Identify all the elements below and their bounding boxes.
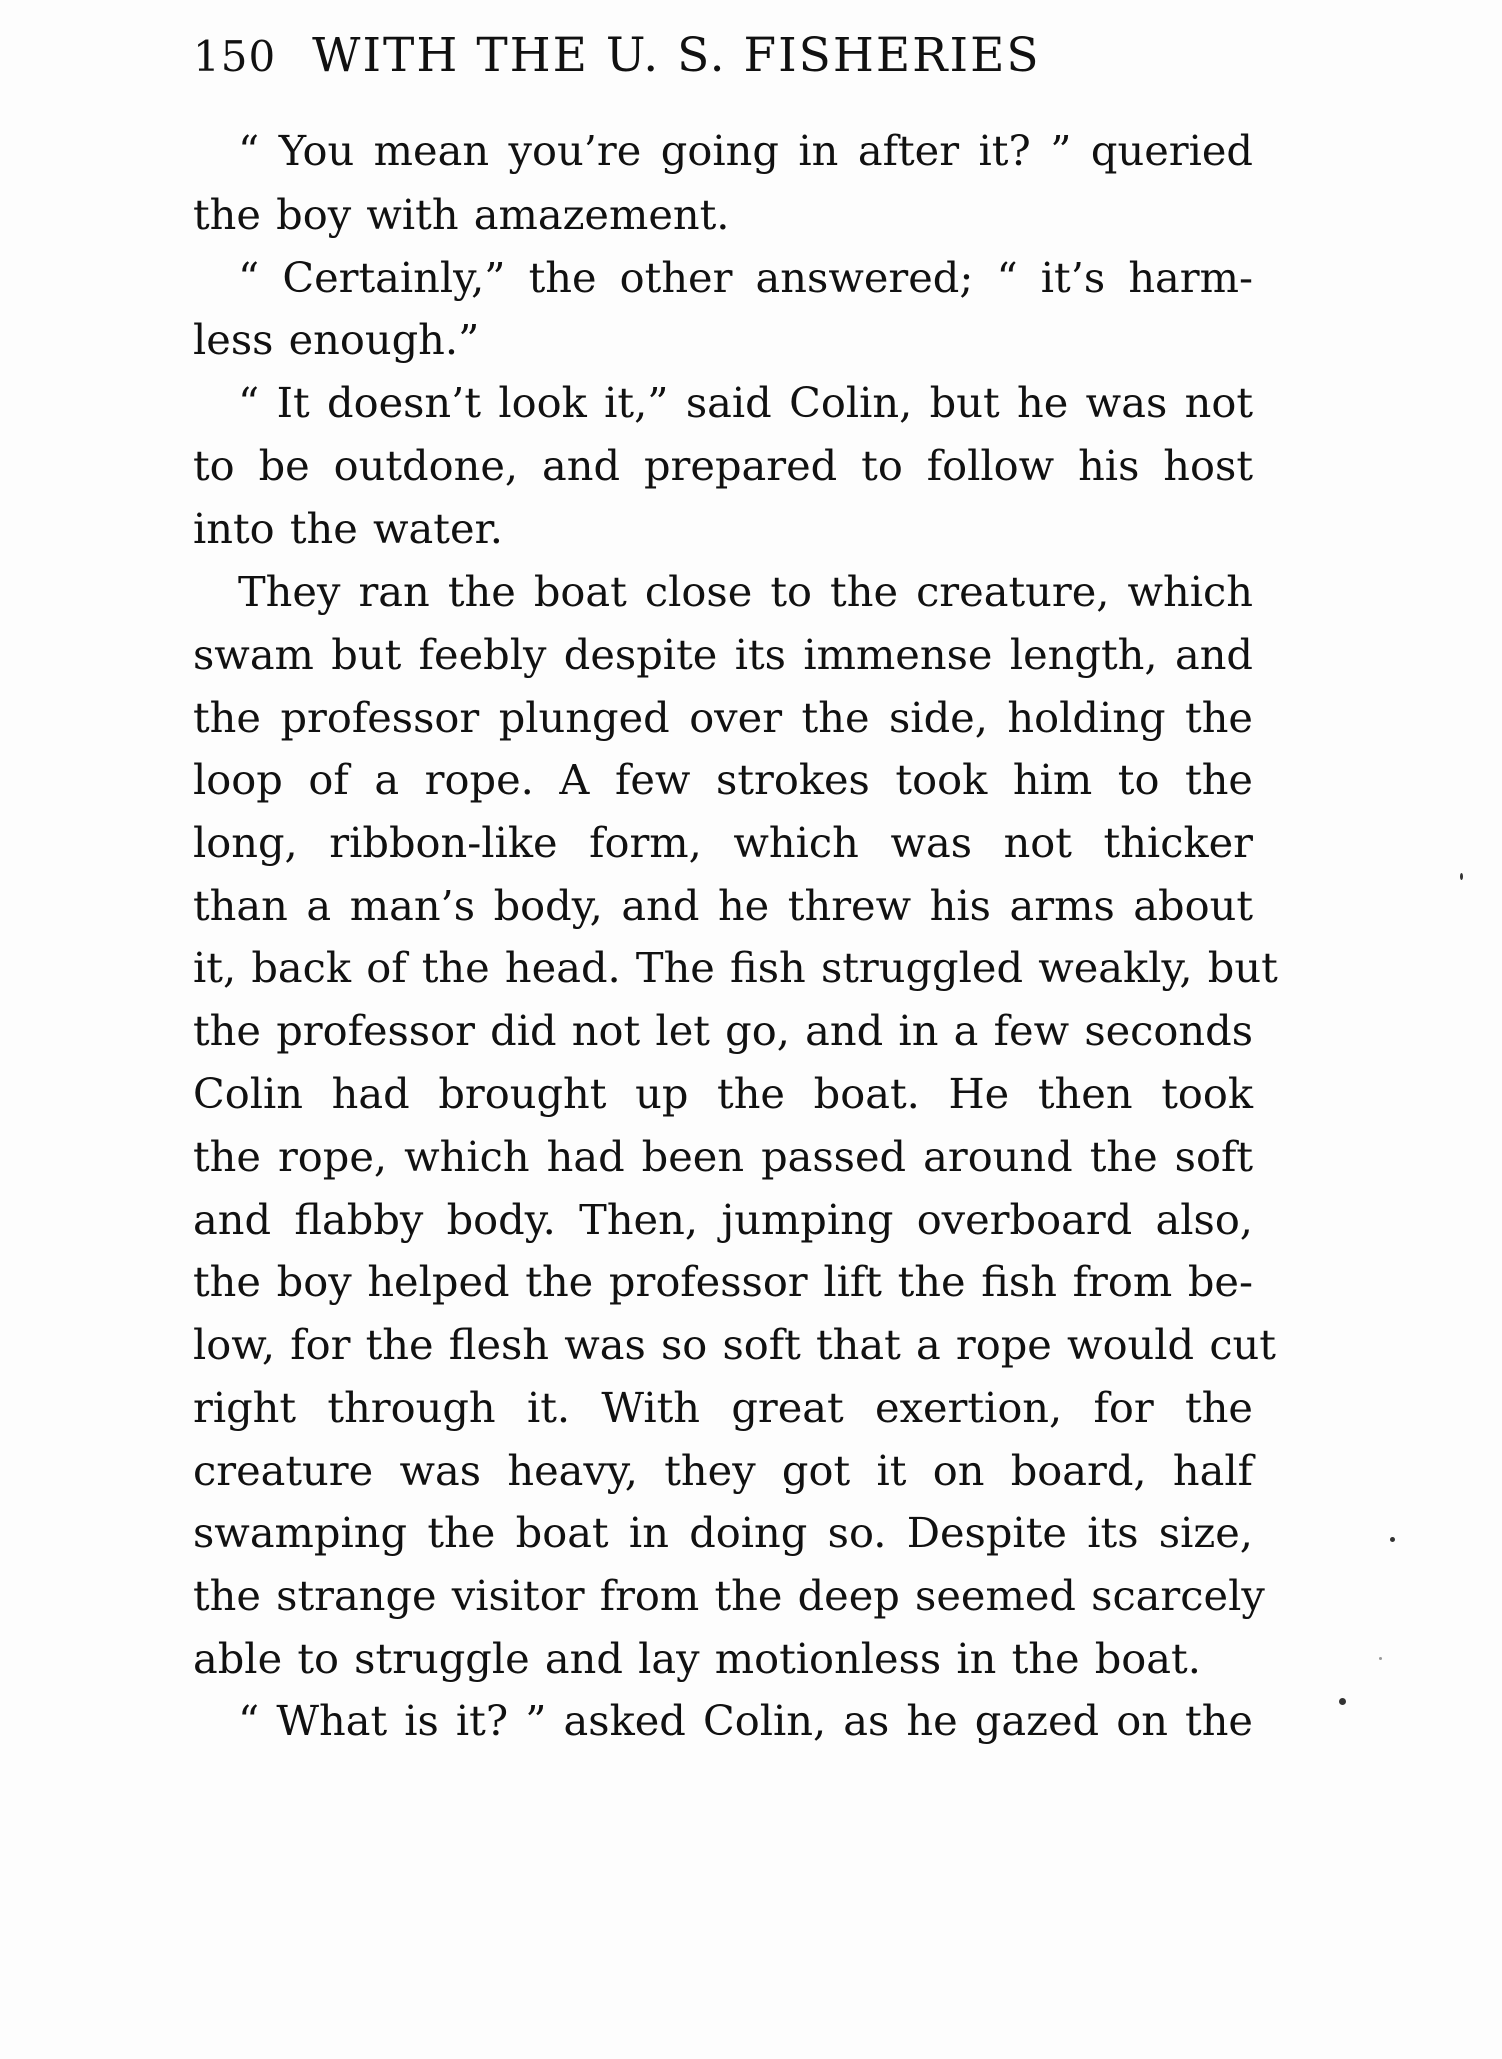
text-line: Colin had brought up the boat. He then took: [193, 1069, 1253, 1118]
page-number: 150: [193, 32, 277, 81]
text-line: the professor plunged over the side, holding the: [193, 693, 1253, 742]
scan-speck: [1379, 1657, 1382, 1660]
scan-speck: [1390, 1537, 1395, 1542]
text-line: “ It doesn’t look it,” said Colin, but he was not: [238, 378, 1253, 427]
scan-speck: [1460, 873, 1463, 880]
text-line: it, back of the head. The fish struggled weakly, but: [193, 943, 1278, 992]
text-line: “ Certainly,” the other answered; “ it’s harm-: [238, 253, 1253, 302]
running-title: WITH THE U. S. FISHERIES: [312, 28, 1041, 83]
text-line: “ You mean you’re going in after it? ” queried: [238, 126, 1253, 175]
text-line: right through it. With great exertion, for the: [193, 1383, 1253, 1432]
text-line: swam but feebly despite its immense length, and: [193, 630, 1253, 679]
text-line: the professor did not let go, and in a few seconds: [193, 1006, 1253, 1055]
scan-speck: [1339, 1698, 1346, 1705]
text-line: They ran the boat close to the creature, which: [238, 567, 1253, 616]
text-line: the boy helped the professor lift the fish from be-: [193, 1257, 1253, 1306]
text-line: the rope, which had been passed around the soft: [193, 1132, 1253, 1181]
text-line: able to struggle and lay motionless in the boat.: [193, 1634, 1201, 1683]
text-line: less enough.”: [193, 315, 480, 364]
text-line: creature was heavy, they got it on board, half: [193, 1446, 1253, 1495]
text-line: swamping the boat in doing so. Despite its size,: [193, 1508, 1253, 1557]
text-line: than a man’s body, and he threw his arms about: [193, 881, 1253, 930]
text-line: and flabby body. Then, jumping overboard also,: [193, 1195, 1253, 1244]
text-line: to be outdone, and prepared to follow his host: [193, 441, 1253, 490]
text-line: the strange visitor from the deep seemed scarcely: [193, 1571, 1265, 1620]
text-line: long, ribbon-like form, which was not thicker: [193, 818, 1253, 867]
text-line: low, for the flesh was so soft that a rope would cut: [193, 1320, 1276, 1369]
text-line: the boy with amazement.: [193, 190, 730, 239]
text-line: into the water.: [193, 504, 503, 553]
text-line: loop of a rope. A few strokes took him to the: [193, 755, 1253, 804]
running-head: [193, 28, 1233, 100]
text-line: “ What is it? ” asked Colin, as he gazed on the: [238, 1696, 1253, 1745]
